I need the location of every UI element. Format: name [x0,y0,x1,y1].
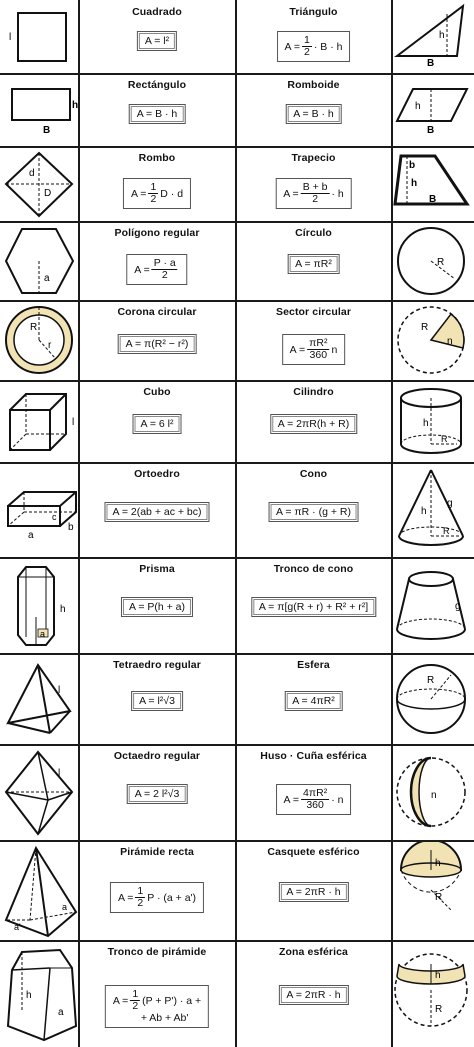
formula-row [0,653,474,744]
fraction: $\frac{\text{4πR²}}{360}$ [303,787,328,811]
formula-text: A = π(R² − r²) [125,338,189,350]
formula-box: A = $\frac{1}{2}$ D · d [123,178,191,209]
svg-text:R: R [435,1004,443,1015]
formula-text: A = 2πR · h [286,886,341,898]
formula-cell-right [236,300,391,380]
shape-name: Rombo [138,152,176,164]
svg-text:b: b [68,522,74,533]
svg-text:R: R [437,257,445,268]
formula-cell-left [78,653,236,744]
formula-text: A = 2 l²√3 [134,788,180,800]
formula-box: A = $\frac{1}{2}$ (P + P') · a + + Ab + Ab' [105,985,209,1028]
row-divider [0,221,474,223]
shape-figure-right [391,146,474,221]
formula-text: A = B · h [293,108,334,120]
fraction: $\frac{1}{2}$ [304,34,310,58]
fraction: $\frac{P \cdot a}{2}$ [153,257,176,281]
shape-name: Círculo [295,227,332,239]
svg-text:a: a [62,902,68,912]
svg-text:a: a [44,273,50,284]
formula-box [251,597,376,617]
svg-text:g: g [447,498,453,509]
svg-text:h: h [26,990,32,1001]
shape-figure-left [0,300,78,380]
row-divider [0,462,474,464]
shape-name: Casquete esférico [267,846,360,858]
shape-name: Tronco de cono [273,563,354,575]
formula-cell-left [78,744,236,840]
svg-text:l: l [72,417,75,428]
formula-cell-left [78,380,236,462]
svg-text:h: h [72,100,78,111]
row-divider [0,557,474,559]
shape-name: Rectángulo [127,79,187,91]
column-divider [78,0,80,1047]
shape-name: Huso · Cuña esférica [260,750,367,762]
shape-figure-right [391,462,474,557]
shape-figure-right [391,940,474,1047]
formula-row [0,221,474,300]
svg-text:B: B [43,125,51,136]
shape-name: Cono [299,468,328,480]
shape-name: Sector circular [275,306,352,318]
formula-cell-right [236,146,391,221]
shape-name: Tronco de pirámide [107,946,207,958]
column-divider [235,0,237,1047]
formula-box [278,882,348,902]
svg-text:g: g [455,601,461,612]
svg-text:h: h [435,970,441,981]
shape-name: Prisma [139,563,175,575]
fig-label: l [9,32,12,43]
svg-text:c: c [52,512,57,522]
formula-cell-left [78,221,236,300]
svg-text:r: r [48,340,52,351]
shape-name: Octaedro regular [113,750,201,762]
formula-row [0,557,474,653]
shape-name: Cilindro [293,386,334,398]
column-divider [391,0,393,1047]
shape-name: Cubo [143,386,171,398]
formula-text: A = P(h + a) [128,601,186,613]
shape-figure-right [391,557,474,653]
svg-text:b: b [409,160,416,171]
svg-text:R: R [443,526,450,536]
row-divider [0,146,474,148]
shape-name: Corona circular [117,306,197,318]
formula-row [0,462,474,557]
svg-text:n: n [447,336,453,347]
formula-box [270,414,357,434]
formula-row [0,73,474,146]
formula-cell-left [78,940,236,1047]
shape-figure-left [0,0,78,73]
fraction: $\frac{1}{2}$ [150,181,157,205]
formula-box: A = $\frac{B + b}{2}$ · h [275,178,352,209]
svg-text:h: h [415,101,421,112]
shape-figure-left [0,146,78,221]
svg-text:B: B [427,58,435,69]
shape-name: Tetraedro regular [113,659,201,671]
formula-text: A = 4πR² [292,695,335,707]
shape-figure-left [0,653,78,744]
formula-box [284,691,343,711]
formula-row [0,146,474,221]
row-divider [0,840,474,842]
row-divider [0,73,474,75]
formula-cell-right [236,940,391,1047]
formula-text: A = l² [144,35,170,47]
svg-text:R: R [30,322,38,333]
svg-text:h: h [60,604,66,615]
formula-box: A = $\frac{1}{2}$ P · (a + a') [110,882,204,913]
shape-figure-left [0,840,78,940]
svg-text:n: n [431,790,437,801]
shape-figure-left [0,940,78,1047]
shape-figure-right [391,380,474,462]
formula-text: A = πR · (g + R) [276,506,351,518]
formula-box [129,104,186,124]
svg-text:R: R [421,322,429,333]
formula-box [127,784,188,804]
svg-text:h: h [421,506,427,517]
formula-box [137,31,177,51]
formula-cell-left [78,146,236,221]
formula-cell-right [236,0,391,73]
row-divider [0,300,474,302]
formula-cell-right [236,73,391,146]
formula-row [0,940,474,1047]
shape-name: Cuadrado [132,6,182,18]
formula-cell-right [236,221,391,300]
shape-figure-right [391,73,474,146]
formula-box: A = $\frac{1}{2}$ · B · h [277,31,351,62]
shape-name: Zona esférica [279,946,348,958]
shape-name: Polígono regular [114,227,200,239]
svg-text:R: R [427,675,435,686]
formula-box: A = $\frac{P \cdot a}{2}$ [126,254,187,285]
fraction: $\frac{B + b}{2}$ [302,181,328,205]
svg-text:l: l [58,768,61,779]
formula-cell-right [236,557,391,653]
svg-text:h: h [435,858,441,869]
formula-box [133,414,182,434]
formula-cell-left [78,73,236,146]
formula-cell-right [236,840,391,940]
row-divider [0,744,474,746]
row-divider [0,653,474,655]
formula-cell-right [236,653,391,744]
formula-cell-right [236,380,391,462]
formula-box [121,597,193,617]
svg-text:a: a [58,1007,64,1018]
formula-cell-left [78,462,236,557]
formula-row [0,300,474,380]
shape-figure-left [0,462,78,557]
shape-figure-right [391,221,474,300]
formula-box: A = $\frac{\text{4πR²}}{360}$ · n [276,784,352,815]
formula-cell-left [78,300,236,380]
formula-cell-left [78,557,236,653]
formula-box [131,691,183,711]
svg-text:h: h [423,418,429,429]
row-divider [0,940,474,942]
svg-text:l: l [58,685,61,696]
formula-box [287,254,340,274]
svg-text:d: d [29,168,35,179]
formula-text: A = π[g(R + r) + R² + r²] [258,601,369,613]
formula-text: A = 6 l² [140,418,174,430]
formula-box [278,985,348,1005]
formula-box [268,502,359,522]
shape-name: Ortoedro [134,468,180,480]
shape-name: Trapecio [291,152,336,164]
formula-box [104,502,209,522]
formula-row [0,840,474,940]
formula-box: A = $\frac{\text{πR²}}{360}$ n [282,334,346,365]
formula-cell-left [78,0,236,73]
shape-name: Romboide [287,79,340,91]
shape-figure-left [0,557,78,653]
fraction: $\frac{\text{πR²}}{360}$ [309,337,328,361]
svg-text:D: D [44,188,52,199]
shape-name: Triángulo [289,6,338,18]
formula-cell-right [236,462,391,557]
formula-cell-right [236,744,391,840]
formula-row [0,380,474,462]
formula-row [0,0,474,73]
shape-figure-right [391,744,474,840]
svg-text:R: R [435,892,443,903]
shape-name: Pirámide recta [120,846,194,858]
shape-figure-right [391,840,474,940]
svg-text:B: B [429,194,437,205]
shape-name: Esfera [297,659,330,671]
row-divider [0,380,474,382]
fraction: $\frac{1}{2}$ [132,988,139,1012]
formula-box [285,104,342,124]
svg-text:h: h [439,30,445,41]
formula-text: A = B · h [136,108,178,120]
svg-text:R: R [441,434,448,444]
formula-text: A = 2πR(h + R) [277,418,350,430]
shape-figure-right [391,0,474,73]
shape-figure-right [391,653,474,744]
svg-text:a: a [28,530,34,541]
formula-cell-left [78,840,236,940]
svg-text:a': a' [14,922,21,932]
svg-text:B: B [427,125,435,136]
formula-box [118,334,197,354]
fraction: $\frac{1}{2}$ [137,885,144,909]
shape-figure-left [0,221,78,300]
formula-text: A = l²√3 [139,695,175,707]
shape-figure-right [391,300,474,380]
formula-text: A = πR² [295,258,332,270]
svg-text:a: a [40,629,46,639]
formula-text: A = 2(ab + ac + bc) [112,506,202,518]
shape-figure-left [0,73,78,146]
formula-row [0,744,474,840]
shape-figure-left [0,380,78,462]
shape-figure-left [0,744,78,840]
formula-text: A = 2πR · h [286,989,341,1001]
svg-text:h: h [411,178,418,189]
